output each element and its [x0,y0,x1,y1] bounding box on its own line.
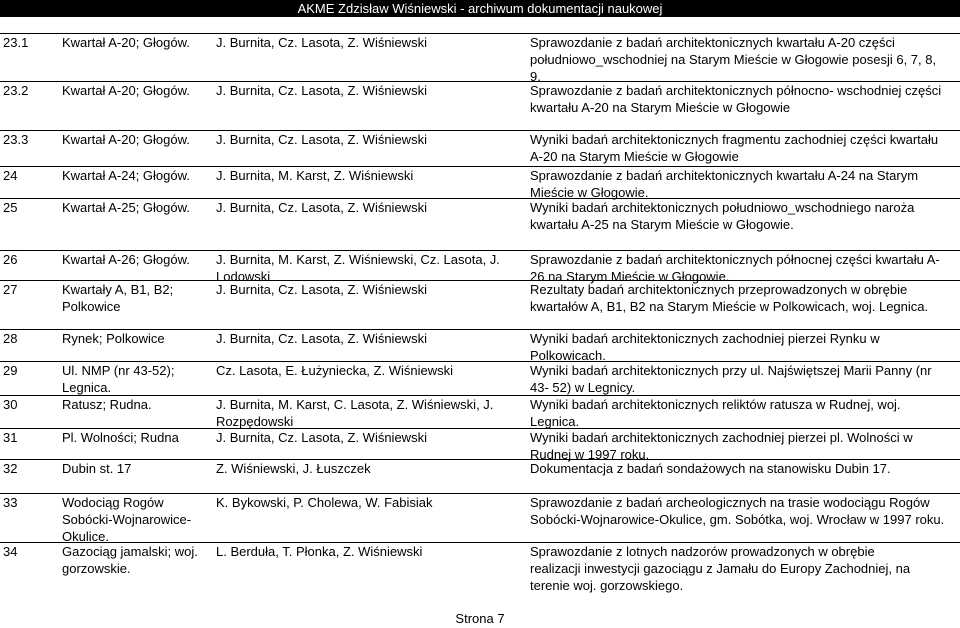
entry-location-line: Sobócki-Wojnarowice- [62,512,192,527]
entry-location-line: Okulice. [62,529,109,544]
entry-description [530,82,941,116]
entry-description-line: kwartału A-20 na Starym Mieście w Głogowie [530,100,791,115]
entry-number [3,429,17,446]
entry-description-line: Wyniki badań architektonicznych fragmentu zachodniej części kwartału [530,132,939,147]
entry-location-line: Kwartał A-20; Głogów. [62,132,190,147]
entry-number [3,82,28,99]
entry-authors [216,460,371,477]
entry-location [62,131,190,148]
entry-location-line: Legnica. [62,380,112,395]
entry-location-line: Kwartał A-24; Głogów. [62,168,190,183]
entry-location [62,34,190,51]
entry-authors-line: Z. Wiśniewski, J. Łuszczek [216,461,371,476]
entry-number-text: 23.2 [3,83,29,98]
entry-authors-line: Rozpędowski [216,414,294,429]
entry-authors-line: J. Burnita, M. Karst, Z. Wiśniewski, Cz. Lasota, J. [216,252,500,267]
entry-number-text: 24 [3,168,18,183]
table-row [0,198,960,232]
entry-number [3,460,17,477]
entry-number-text: 23.3 [3,132,29,147]
entry-description-line: 9. [530,69,541,84]
entry-number [3,167,17,184]
entry-number [3,543,17,560]
entry-location-line: Polkowice [62,299,121,314]
entry-number-text: 34 [3,544,18,559]
entry-authors [216,330,427,347]
entry-number-text: 31 [3,430,18,445]
entry-number-text: 30 [3,397,18,412]
table-row [0,166,960,200]
entry-description-line: Sprawozdanie z lotnych nadzorów prowadzonych w obrębie [530,544,875,559]
entry-description-line: terenie woj. gorzowskiego. [530,578,684,593]
entry-location [62,281,173,315]
entry-description [530,396,901,430]
entry-authors-line: J. Burnita, M. Karst, Z. Wiśniewski [216,168,414,183]
entry-authors [216,199,427,216]
entry-number [3,131,28,148]
entry-location-line: Rynek; Polkowice [62,331,165,346]
entry-description [530,362,932,396]
entry-authors [216,131,427,148]
table-row [0,361,960,395]
entry-location-line: Wodociąg Rogów [62,495,164,510]
entry-number-text: 32 [3,461,18,476]
entry-location-line: Ratusz; Rudna. [62,397,152,412]
entry-authors-line: J. Burnita, Cz. Lasota, Z. Wiśniewski [216,200,427,215]
entry-description-line: Sprawozdanie z badań architektonicznych kwartału A-24 na Starym [530,168,919,183]
entry-description [530,199,914,233]
archive-header: AKME Zdzisław Wiśniewski - archiwum dokumentacji naukowej [0,0,960,17]
entry-description-line: Legnica. [530,414,580,429]
entry-authors [216,494,433,511]
entry-number-text: 25 [3,200,18,215]
entry-number [3,34,28,51]
entry-description-line: Rezultaty badań architektonicznych przeprowadzonych w obrębie [530,282,908,297]
entry-description [530,281,928,315]
entry-number-text: 26 [3,252,18,267]
table-row [0,33,960,84]
entry-number [3,330,17,347]
entry-location-line: gorzowskie. [62,561,131,576]
entry-description-line: Dokumentacja z badań sondażowych na stanowisku Dubin 17. [530,461,891,476]
entry-authors-line: L. Berduła, T. Płonka, Z. Wiśniewski [216,544,423,559]
entry-authors-line: J. Burnita, Cz. Lasota, Z. Wiśniewski [216,35,427,50]
entry-location-line: Kwartały A, B1, B2; [62,282,174,297]
entry-authors-line: J. Burnita, Cz. Lasota, Z. Wiśniewski [216,132,427,147]
entry-description-line: Rudnej w 1997 roku. [530,447,650,462]
entry-location [62,460,131,477]
entry-description-line: Sobócki-Wojnarowice-Okulice, gm. Sobótka, woj. Wrocław w 1997 roku. [530,512,945,527]
entry-description [530,34,936,85]
entry-number-text: 28 [3,331,18,346]
entry-description-line: 26 na Starym Mieście w Głogowie. [530,269,730,284]
entry-description-line: A-20 na Starym Mieście w Głogowie [530,149,739,164]
entry-location-line: Ul. NMP (nr 43-52); [62,363,175,378]
table-row [0,280,960,314]
entry-location [62,330,165,347]
entry-location [62,543,198,577]
entry-authors [216,82,427,99]
entry-description-line: kwartału A-25 na Starym Mieście w Głogowie. [530,217,794,232]
table-row [0,130,960,164]
entry-location-line: Kwartał A-26; Głogów. [62,252,190,267]
entry-location [62,251,190,268]
entry-description [530,460,891,477]
entry-authors-line: Lodowski [216,269,271,284]
entry-authors [216,362,453,379]
entry-description [530,543,910,594]
table-row [0,542,960,593]
entry-description-line: Sprawozdanie z badań archeologicznych na trasie wodociągu Rogów [530,495,930,510]
entry-description-line: Wyniki badań architektonicznych przy ul. Najświętszej Marii Panny (nr [530,363,932,378]
entry-number [3,199,17,216]
entry-description-line: Wyniki badań architektonicznych południowo_wschodniego naroża [530,200,915,215]
entry-description-line: Sprawozdanie z badań architektonicznych północnej części kwartału A- [530,252,940,267]
entry-authors [216,429,427,446]
entry-number-text: 29 [3,363,18,378]
entry-authors-line: J. Burnita, Cz. Lasota, Z. Wiśniewski [216,430,427,445]
entry-description-line: 43- 52) w Legnicy. [530,380,636,395]
entry-location-line: Kwartał A-20; Głogów. [62,35,190,50]
entry-number-text: 33 [3,495,18,510]
entry-number [3,396,17,413]
entry-location [62,429,179,446]
page-number: Strona 7 [455,611,505,626]
entry-description-line: Wyniki badań architektonicznych reliktów ratusza w Rudnej, woj. [530,397,901,412]
entry-location [62,396,152,413]
entry-description-line: Wyniki badań architektonicznych zachodniej pierzei pl. Wolności w [530,430,913,445]
entry-description [530,429,913,463]
entry-description [530,131,938,165]
entry-authors [216,281,427,298]
entry-description [530,494,944,528]
entry-number [3,281,17,298]
entry-description-line: południowo_wschodniej na Starym Mieście w Głogowie posesji 6, 7, 8, [530,52,937,67]
table-row [0,250,960,284]
entry-description-line: Mieście w Głogowie. [530,185,649,200]
entry-number-text: 27 [3,282,18,297]
entry-location [62,167,190,184]
entry-description [530,167,918,201]
entry-authors-line: J. Burnita, Cz. Lasota, Z. Wiśniewski [216,83,427,98]
entry-location-line: Kwartał A-20; Głogów. [62,83,190,98]
entry-location [62,362,174,396]
entry-number [3,362,17,379]
entry-location-line: Kwartał A-25; Głogów. [62,200,190,215]
entry-description-line: Sprawozdanie z badań architektonicznych kwartału A-20 części [530,35,895,50]
entry-authors-line: J. Burnita, Cz. Lasota, Z. Wiśniewski [216,331,427,346]
table-row [0,81,960,115]
table-row [0,459,960,476]
entry-location [62,494,191,545]
entry-description-line: Polkowicach. [530,348,606,363]
entry-description-line: realizacji inwestycji gazociągu z Jamału do Europy Zachodniej, na [530,561,911,576]
entry-location-line: Gazociąg jamalski; woj. [62,544,198,559]
entry-authors [216,396,493,430]
table-row [0,493,960,544]
entry-number [3,251,17,268]
entry-authors-line: J. Burnita, M. Karst, C. Lasota, Z. Wiśniewski, J. [216,397,494,412]
entry-authors [216,543,422,560]
entry-description-line: Wyniki badań architektonicznych zachodniej pierzei Rynku w [530,331,880,346]
entry-authors-line: K. Bykowski, P. Cholewa, W. Fabisiak [216,495,433,510]
entry-number-text: 23.1 [3,35,29,50]
entry-authors-line: Cz. Lasota, E. Łużyniecka, Z. Wiśniewski [216,363,453,378]
entry-authors [216,167,413,184]
entry-location [62,199,190,216]
entry-location-line: Pl. Wolności; Rudna [62,430,179,445]
entry-location [62,82,190,99]
table-row [0,395,960,429]
table-row [0,329,960,363]
entry-authors [216,34,427,51]
table-row [0,428,960,462]
entry-number [3,494,17,511]
entry-description [530,330,880,364]
entry-description-line: kwartałów A, B1, B2 na Starym Mieście w Polkowicach, woj. Legnica. [530,299,929,314]
entry-location-line: Dubin st. 17 [62,461,132,476]
entry-description-line: Sprawozdanie z badań architektonicznych północno- wschodniej części [530,83,942,98]
entry-authors-line: J. Burnita, Cz. Lasota, Z. Wiśniewski [216,282,427,297]
